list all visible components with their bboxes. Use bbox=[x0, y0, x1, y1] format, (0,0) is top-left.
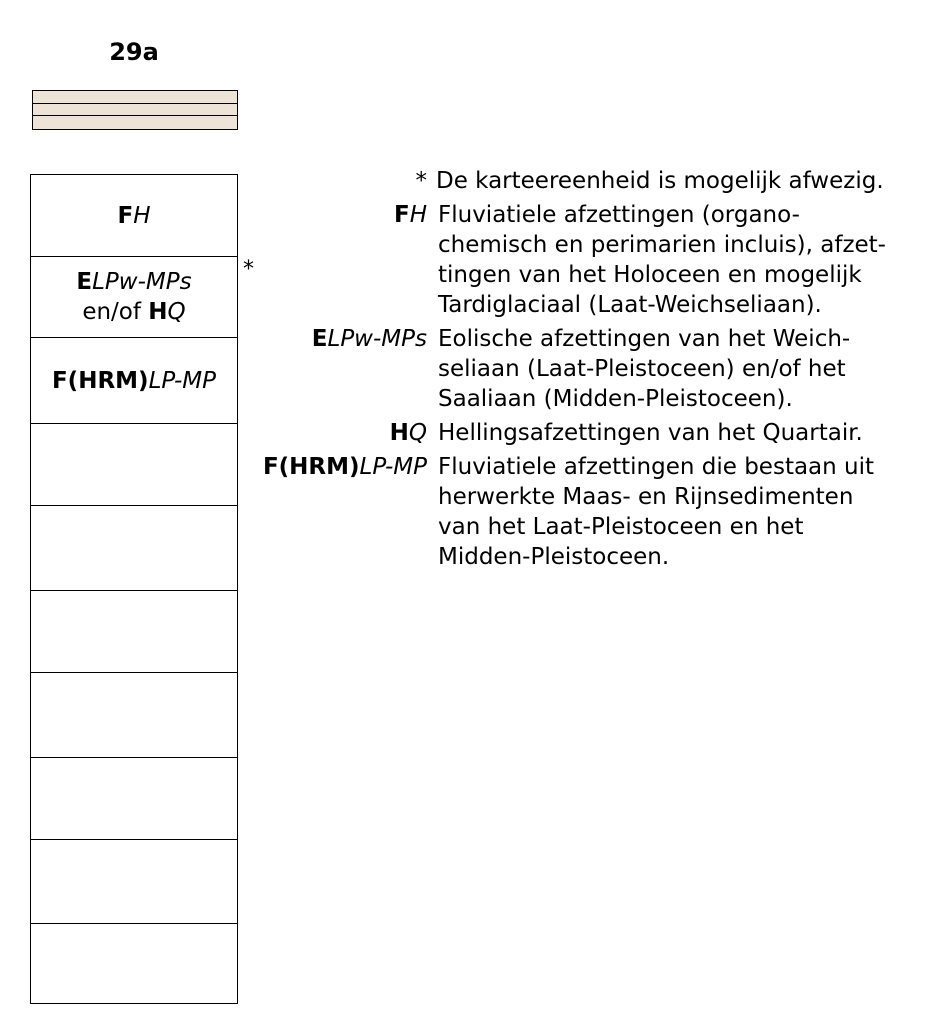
legend-entry bbox=[240, 452, 930, 572]
legend-line: tingen van het Holoceen en mogelijk bbox=[438, 262, 862, 288]
legend-line: seliaan (Laat-Pleistoceen) en/of het bbox=[438, 356, 846, 382]
column-cell-fh: FH bbox=[31, 175, 237, 257]
legend-note-text: De karteereenheid is mogelijk afwezig. bbox=[436, 168, 884, 194]
column-cell-empty bbox=[31, 424, 237, 506]
stratigraphic-column bbox=[30, 174, 238, 1004]
legend-line: Hellingsafzettingen van het Quartair. bbox=[438, 420, 863, 446]
column-cell-empty bbox=[31, 591, 237, 673]
legend-line: Midden-Pleistoceen. bbox=[438, 544, 670, 570]
legend-note bbox=[240, 166, 930, 196]
legend-line: Saaliaan (Midden-Pleistoceen). bbox=[438, 386, 793, 412]
legend-line: Fluviatiele afzettingen (organo- bbox=[438, 202, 800, 228]
legend-line: Fluviatiele afzettingen die bestaan uit bbox=[438, 454, 875, 480]
column-cell-fhrm: F(HRM)LP-MP bbox=[31, 338, 237, 424]
column-cell-empty bbox=[31, 924, 237, 1005]
legend-line: herwerkte Maas- en Rijnsedimenten bbox=[438, 484, 854, 510]
legend-line: chemisch en perimarien incluis), afzet- bbox=[438, 232, 886, 258]
legend-line: Eolische afzettingen van het Weich- bbox=[438, 326, 851, 352]
legend-entry bbox=[240, 418, 930, 448]
column-cell-empty bbox=[31, 673, 237, 758]
column-cell-elpw: ELPw-MPs en/of HQ bbox=[31, 257, 237, 338]
uncertain-unit-marker: * bbox=[243, 257, 254, 282]
legend-line: van het Laat-Pleistoceen en het bbox=[438, 514, 804, 540]
legend-code: F(HRM)LP-MP bbox=[262, 454, 427, 480]
legend-line: Tardiglaciaal (Laat-Weichseliaan). bbox=[438, 292, 822, 318]
strip-band bbox=[33, 104, 237, 117]
legend-entry bbox=[240, 200, 930, 320]
column-cell-empty bbox=[31, 840, 237, 924]
legend-code: HQ bbox=[389, 420, 427, 446]
column-cell-empty bbox=[31, 506, 237, 591]
legend-note-symbol: * bbox=[415, 168, 427, 194]
strip-band bbox=[33, 116, 237, 129]
legend-code: FH bbox=[393, 202, 427, 228]
column-cell-empty bbox=[31, 758, 237, 840]
legend-code: ELPw-MPs bbox=[311, 326, 427, 352]
column-title: 29a bbox=[109, 38, 159, 66]
legend bbox=[240, 166, 930, 572]
strip-band bbox=[33, 91, 237, 104]
legend-strip bbox=[32, 90, 238, 130]
legend-entry bbox=[240, 324, 930, 414]
